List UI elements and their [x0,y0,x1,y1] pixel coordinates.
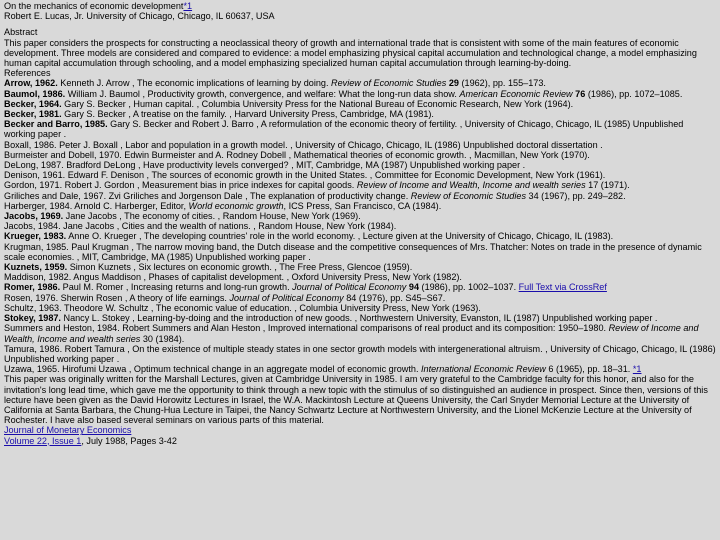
reference-item [4,262,716,272]
reference-key: Baumol, 1986. [4,88,66,99]
reference-text: Uzawa, 1965. Hirofumi Uzawa , Optimum technical change in an aggregate model of economic growth. [4,364,422,375]
reference-item [4,272,716,282]
reference-key: Becker, 1981. [4,109,62,120]
reference-text: Gordon, 1971. Robert J. Gordon , Measurement bias in price indexes for capital goods. [4,180,357,191]
references-heading: References [4,68,51,79]
reference-pages: 84 (1976), pp. S45–S67. [343,292,446,303]
abstract-text: This paper considers the prospects for constructing a neoclassical theory of growth and international trade that is consistent with some of the main features of economic development. Three models are considered and compared to evidence: a model emphasizing physical capital accumulation and technological change, a model emphasizing human capital accumulation through schooling, and a model emphasizing specialized human capital accumulation through learning-by-doing. [4,37,697,69]
reference-item [4,160,716,170]
reference-text: Denison, 1961. Edward F. Denison , The sources of economic growth in the United States. , Committee for Economic Development, New York (1961). [4,170,606,181]
reference-text: DeLong, 1987. Bradford DeLong , Have productivity levels converged? , MIT, Cambridge, MA (1987) Unpublished working paper . [4,160,526,171]
reference-item [4,221,716,231]
reference-text: Gary S. Becker , Human capital. , Columbia University Press for the National Bureau of Economic Research, New York (1964). [61,98,574,109]
reference-journal: International Economic Review [421,364,546,375]
reference-item [4,293,716,303]
reference-text: Burmeister and Dobell, 1970. Edwin Burmeister and A. Rodney Dobell , Mathematical theories of economic growth. , Macmillan, New York (1970). [4,149,590,160]
journal-link[interactable]: Journal of Monetary Economics [4,425,132,436]
reference-link[interactable]: Full Text via CrossRef [518,282,607,293]
reference-list [4,78,716,374]
reference-journal: Review of Income and Wealth, Income and wealth series [4,323,699,344]
reference-journal: Journal of Political Economy [229,292,344,303]
reference-volume: 76 [572,88,586,99]
reference-pages: (1986), pp. 1002–1037. [419,282,519,293]
reference-item [4,191,716,201]
article-title: On the mechanics of economic development [4,1,184,11]
reference-volume: 94 [406,282,420,293]
reference-text: Anne O. Krueger , The developing countries' role in the world economy. , Lecture given at the University of Chicago, Chicago, IL (1983). [66,231,614,242]
reference-text: Gary S. Becker , A treatise on the family. , Harvard University Press, Cambridge, MA (1981). [61,109,434,120]
reference-item [4,119,716,139]
reference-item [4,78,716,88]
reference-item [4,180,716,190]
author-affiliation: Robert E. Lucas, Jr. University of Chicago, Chicago, IL 60637, USA [4,11,275,22]
reference-text: Simon Kuznets , Six lectures on economic growth. , The Free Press, Glencoe (1959). [67,262,413,273]
reference-key: Arrow, 1962. [4,78,58,89]
footnote-text [4,374,716,425]
reference-item [4,313,716,323]
reference-text: Rosen, 1976. Sherwin Rosen , A theory of life earnings. [4,292,230,303]
reference-item [4,201,716,211]
reference-key: Romer, 1986. [4,282,61,293]
reference-text: Summers and Heston, 1984. Robert Summers and Alan Heston , Improved international comparisons of real product and its composition: 1950–1980. [4,323,609,334]
reference-key: Becker, 1964. [4,98,62,109]
reference-pages: (1986), pp. 1072–1085. [585,88,683,99]
reference-key: Stokey, 1987. [4,313,61,324]
abstract-heading: Abstract [4,27,38,38]
title-footnote-link[interactable]: *1 [183,1,193,11]
reference-item [4,364,716,374]
reference-text: Gary S. Becker and Robert J. Barro , A reformulation of the economic theory of fertility. , University of Chicago, Chicago, IL (1985) Unpublished working paper . [4,119,684,140]
reference-text: Griliches and Dale, 1967. Zvi Griliches and Jorgenson Dale , The explanation of productivity change. [4,190,411,201]
issue-details: , July 1988, Pages 3-42 [81,435,177,446]
reference-journal: World economic growth [188,200,284,211]
reference-text: Kenneth J. Arrow , The economic implications of learning by doing. [57,78,332,89]
reference-volume: 29 [446,78,459,89]
reference-pages: 34 (1967), pp. 249–282. [526,190,626,201]
footnote-body: This paper was originally written for the Marshall Lectures, given at Cambridge University in 1985. I am very grateful to the Cambridge faculty for this honor, and also for the invitation's long lead time, which gave me the opportunity to think through a new topic with the stimulus of so distinguished an audience in prospect. Since then, versions of this lecture have been given as the David Horowitz Lectures in Israel, the W.A. Mackintosh Lecture at Queens University, the Carl Snyder Memorial Lecture at the University of California at Santa Barbara, the Chung-Hua Lecture in Taipei, the Nancy Schwartz Lecture at Northwestern University, and the Lionel McKenzie Lecture at the University of Rochester. I have also based several seminars on various parts of this material. [4,374,708,426]
reference-key: Becker and Barro, 1985. [4,119,108,130]
reference-link[interactable]: *1 [632,364,642,375]
reference-item [4,344,716,364]
reference-text: Jacobs, 1984. Jane Jacobs , Cities and the wealth of nations. , Random House, New York (1984). [4,221,397,232]
reference-item [4,89,716,99]
reference-item [4,140,716,150]
reference-item [4,170,716,180]
reference-pages: (1962), pp. 155–173. [458,78,546,89]
reference-journal: American Economic Review [459,88,573,99]
reference-key: Kuznets, 1959. [4,262,68,273]
reference-item [4,109,716,119]
reference-item [4,150,716,160]
reference-text: Harberger, 1984. Arnold C. Harberger, Editor, [4,200,189,211]
reference-text: Paul M. Romer , Increasing returns and long-run growth. [60,282,293,293]
reference-item [4,303,716,313]
reference-item [4,211,716,221]
reference-text: Nancy L. Stokey , Learning-by-doing and the introduction of new goods. , Northwestern University, Evanston, IL (1987) Unpublished working paper . [60,313,658,324]
reference-item [4,242,716,262]
reference-key: Krueger, 1983. [4,231,67,242]
reference-text: Maddison, 1982. Angus Maddison , Phases of capitalist development. , Oxford University Press, New York (1982). [4,272,462,283]
reference-item [4,282,716,292]
reference-item [4,99,716,109]
reference-key: Jacobs, 1969. [4,211,64,222]
reference-text: William J. Baumol , Productivity growth, convergence, and welfare: What the long-run data show. [65,88,460,99]
reference-pages: 17 (1971). [585,180,630,191]
issue-link[interactable]: Volume 22, Issue 1 [4,435,82,446]
reference-pages: 6 (1965), pp. 18–31. [545,364,633,375]
reference-journal: Review of Economic Studies [410,190,526,201]
article-title-line [4,1,716,11]
reference-journal: Journal of Political Economy [292,282,407,293]
reference-journal: Review of Economic Studies [331,78,447,89]
reference-text: Jane Jacobs , The economy of cities. , Random House, New York (1969). [63,211,361,222]
reference-text: Boxall, 1986. Peter J. Boxall , Labor and population in a growth model. , University of Chicago, Chicago, IL (1986) Unpublished doctoral dissertation . [4,139,603,150]
reference-text: Krugman, 1985. Paul Krugman , The narrow moving band, the Dutch disease and the competitive consequences of Mrs. Thatcher: Notes on trade in the presence of dynamic scale economies. , MIT, Cambridge, MA (1985) Unpublished working paper . [4,241,702,262]
issue-line [4,436,716,446]
reference-journal: Review of Income and Wealth, Income and wealth series [356,180,586,191]
reference-text: Tamura, 1986. Robert Tamura , On the existence of multiple steady states in one sector growth models with intergenerational altruism. , University of Chicago, Chicago, IL (1986) Unpublished working paper . [4,343,716,364]
reference-pages: , ICS Press, San Francisco, CA (1984). [283,200,442,211]
reference-text: Schultz, 1963. Theodore W. Schultz , The economic value of education. , Columbia University Press, New York (1963). [4,302,481,313]
reference-item [4,231,716,241]
reference-item [4,323,716,343]
reference-pages: 30 (1984). [140,333,185,344]
journal-link-line [4,425,716,435]
